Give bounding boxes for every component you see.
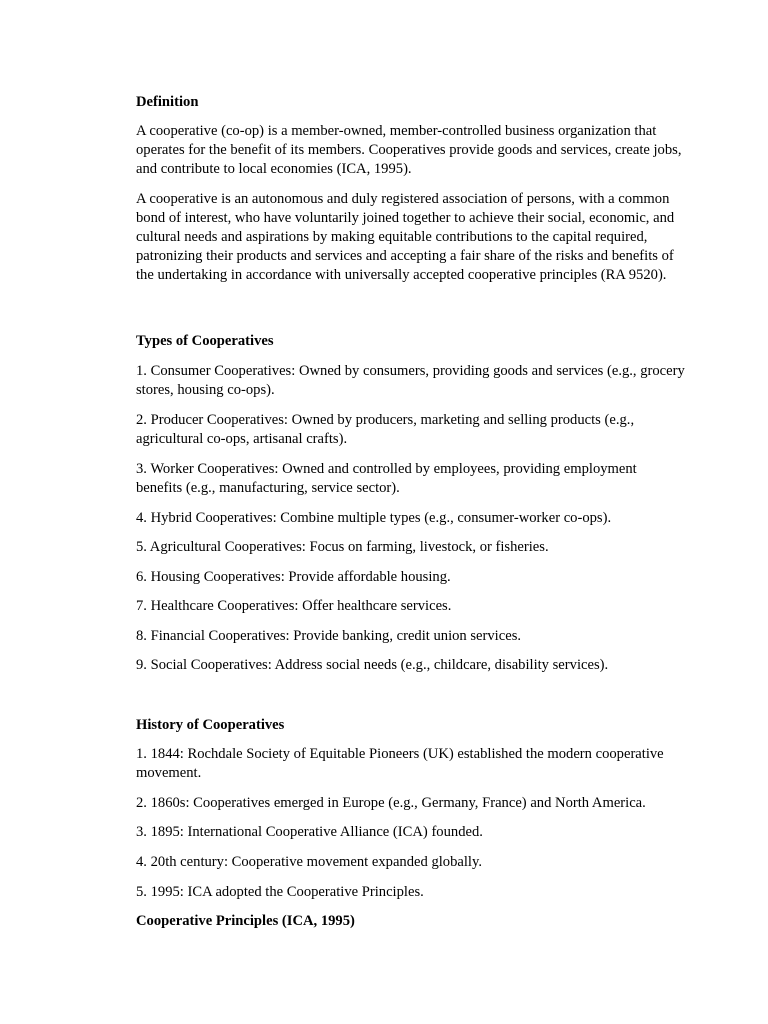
- types-list-item: 4. Hybrid Cooperatives: Combine multiple types (e.g., consumer-worker co-ops).: [136, 510, 612, 526]
- definition-paragraph: A cooperative is an autonomous and duly registered association of persons, with a common bond of interest, who have voluntarily joined together to achieve their social, economic, and cultural needs and aspirations by making equitable contributions to the capital required, patronizing their products and services and accepting a fair share of the risks and benefits of the undertaking in accordance with universally accepted cooperative principles (RA 9520).: [136, 191, 675, 283]
- principles-heading: Cooperative Principles (ICA, 1995): [136, 913, 355, 929]
- types-list-item: 9. Social Cooperatives: Address social needs (e.g., childcare, disability services).: [136, 657, 609, 673]
- types-list-item: 2. Producer Cooperatives: Owned by producers, marketing and selling products (e.g., agricultural co-ops, artisanal crafts).: [136, 412, 635, 447]
- history-list-item: 3. 1895: International Cooperative Alliance (ICA) founded.: [136, 824, 483, 840]
- types-list-item: 5. Agricultural Cooperatives: Focus on farming, livestock, or fisheries.: [136, 539, 549, 555]
- types-list-item: 3. Worker Cooperatives: Owned and controlled by employees, providing employment benefits (e.g., manufacturing, service sector).: [136, 461, 637, 496]
- history-heading: History of Cooperatives: [136, 717, 285, 733]
- types-list-item: 6. Housing Cooperatives: Provide affordable housing.: [136, 569, 451, 585]
- history-list-item: 1. 1844: Rochdale Society of Equitable Pioneers (UK) established the modern cooperative movement.: [136, 746, 664, 781]
- definition-heading: Definition: [136, 94, 199, 110]
- types-list-item: 8. Financial Cooperatives: Provide banking, credit union services.: [136, 628, 522, 644]
- history-list-item: 2. 1860s: Cooperatives emerged in Europe (e.g., Germany, France) and North America.: [136, 795, 646, 811]
- history-list-item: 4. 20th century: Cooperative movement expanded globally.: [136, 854, 482, 870]
- definition-paragraph: A cooperative (co-op) is a member-owned, member-controlled business organization that operates for the benefit of its members. Cooperatives provide goods and services, create jobs, and contribute to local economies (ICA, 1995).: [136, 123, 682, 177]
- types-list-item: 1. Consumer Cooperatives: Owned by consumers, providing goods and services (e.g., grocery stores, housing co-ops).: [136, 363, 685, 398]
- history-list-item: 5. 1995: ICA adopted the Cooperative Principles.: [136, 884, 424, 900]
- types-heading: Types of Cooperatives: [136, 333, 274, 349]
- types-list-item: 7. Healthcare Cooperatives: Offer healthcare services.: [136, 598, 452, 614]
